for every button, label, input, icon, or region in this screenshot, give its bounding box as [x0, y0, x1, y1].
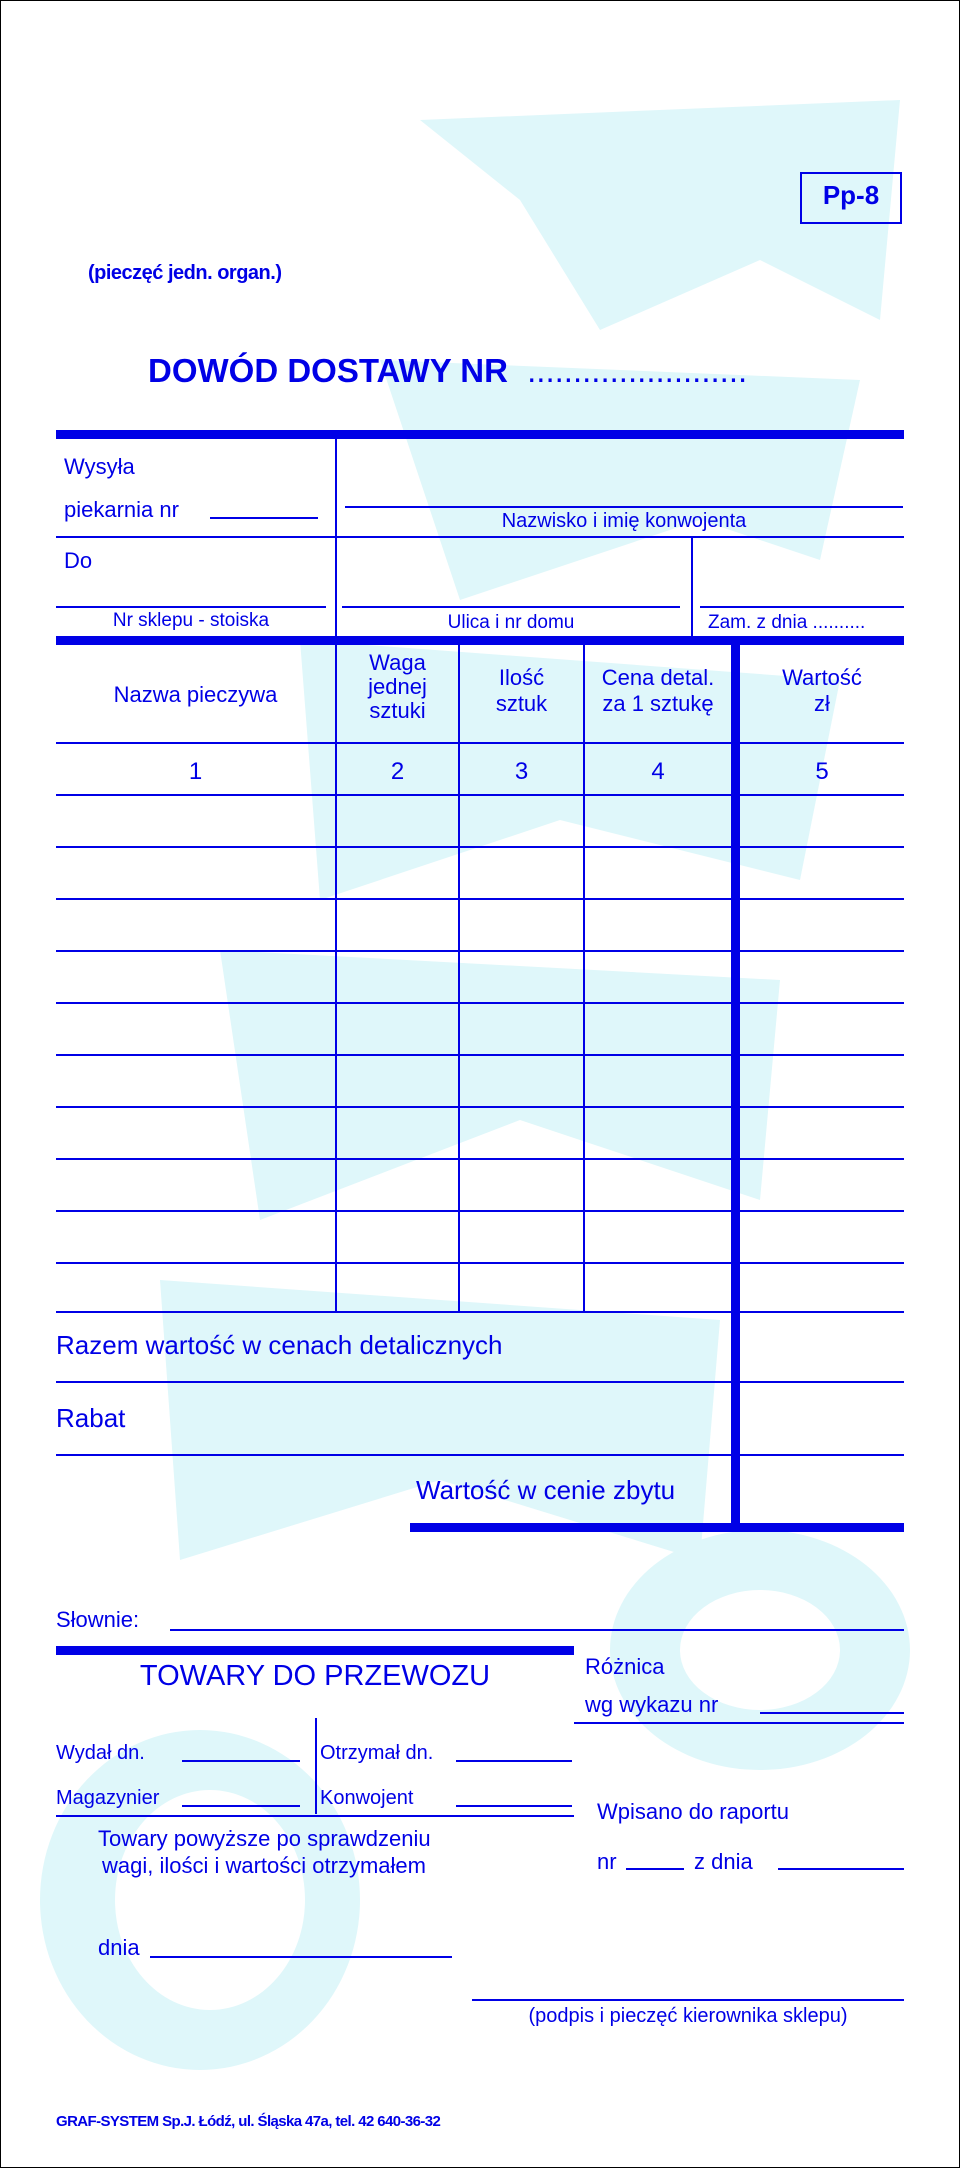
table-row[interactable] [56, 794, 904, 796]
th-ilosc-2: sztuk [495, 691, 548, 716]
ulica-line[interactable] [342, 606, 680, 608]
label-wpisano: Wpisano do raportu [597, 1799, 789, 1824]
nr-line[interactable] [626, 1868, 684, 1870]
rule-towary-mid [315, 1718, 317, 1814]
th-wartosc-2: zł [814, 691, 830, 716]
otrzymal-line[interactable] [456, 1760, 572, 1762]
table-row[interactable] [56, 950, 904, 952]
th-ilosc-1: Ilość [498, 665, 545, 690]
label-nr: nr [597, 1849, 617, 1874]
col-num-1: 1 [188, 758, 203, 785]
label-z-dnia: z dnia [694, 1849, 753, 1874]
label-nazwisko: Nazwisko i imię konwojenta [501, 510, 747, 532]
label-dnia: dnia [98, 1935, 140, 1960]
rule-table-top [56, 636, 904, 645]
sklep-line[interactable] [56, 606, 326, 608]
konwojent-sign-line[interactable] [456, 1805, 572, 1807]
magazynier-line[interactable] [182, 1805, 300, 1807]
summary-rabat: Rabat [56, 1403, 126, 1433]
table-row[interactable] [56, 1002, 904, 1004]
label-piekarnia: piekarnia nr [64, 497, 179, 522]
label-otrzymal: Otrzymał dn. [320, 1742, 434, 1764]
th-ilosc [460, 665, 583, 717]
label-wysyla: Wysyła [64, 454, 135, 479]
col-num-4: 4 [651, 758, 665, 785]
label-slownie: Słownie: [56, 1607, 140, 1632]
rule-top [56, 430, 904, 439]
col-line-2 [335, 645, 337, 1313]
wydal-line[interactable] [182, 1760, 300, 1762]
podpis-line[interactable] [472, 1999, 904, 2001]
label-magazynier: Magazynier [56, 1787, 160, 1809]
col-line-3 [458, 645, 460, 1313]
table-row[interactable] [56, 1262, 904, 1264]
slownie-line[interactable] [170, 1629, 904, 1631]
col-line-5-thick [731, 645, 740, 1527]
label-zam: Zam. z dnia .......... [708, 612, 866, 633]
th-cena [585, 665, 731, 717]
stamp-note: (pieczęć jedn. organ.) [88, 262, 282, 284]
summary-razem: Razem wartość w cenach detalicznych [56, 1330, 503, 1360]
wykaz-line[interactable] [760, 1712, 904, 1714]
label-do: Do [64, 548, 93, 573]
table-row[interactable] [56, 1106, 904, 1108]
dnia-line[interactable] [150, 1956, 452, 1958]
th-cena-1: Cena detal. [601, 665, 715, 690]
th-nazwa: Nazwa pieczywa [113, 682, 278, 707]
rule-header-bottom [56, 742, 904, 744]
summary-zbyt: Wartość w cenie zbytu [416, 1475, 676, 1505]
rule-wysyla-bottom [56, 536, 904, 538]
rule-zbyt-bottom [410, 1523, 904, 1532]
table-row[interactable] [56, 1210, 904, 1212]
rule-rabat-bottom [56, 1454, 904, 1456]
sprawdzenie-line-2: wagi, ilości i wartości otrzymałem [102, 1853, 426, 1878]
label-wydal: Wydał dn. [56, 1742, 145, 1764]
label-wykaz: wg wykazu nr [585, 1692, 719, 1717]
podpis-label: (podpis i pieczęć kierownika sklepu) [528, 2005, 848, 2027]
rule-towary-bottom [56, 1815, 574, 1817]
rule-towary-top [56, 1646, 574, 1655]
col-num-3: 3 [514, 758, 529, 785]
th-waga-2: jednej [368, 674, 427, 699]
label-nr-sklepu: Nr sklepu - stoiska [112, 610, 270, 631]
label-ulica: Ulica i nr domu [447, 612, 575, 633]
th-cena-2: za 1 sztukę [602, 691, 714, 716]
th-waga-1: Waga [369, 650, 426, 675]
page-title-text: DOWÓD DOSTAWY NR [148, 352, 508, 389]
col-line-4 [583, 645, 585, 1313]
col-num-2: 2 [390, 758, 405, 785]
towary-title: TOWARY DO PRZEWOZU [139, 1660, 491, 1692]
piekarnia-line[interactable] [210, 517, 318, 519]
table-row[interactable] [56, 898, 904, 900]
konwojent-line[interactable] [345, 506, 903, 508]
th-waga [337, 651, 458, 723]
label-roznica: Różnica [585, 1654, 665, 1679]
col-num-5: 5 [815, 758, 829, 785]
page-title [148, 352, 747, 390]
th-waga-3: sztuki [369, 698, 426, 723]
rule-roznica-bottom [574, 1722, 904, 1724]
table-row[interactable] [56, 1311, 904, 1313]
zam-line[interactable] [700, 606, 904, 608]
z-dnia-line[interactable] [778, 1868, 904, 1870]
label-konwojent: Konwojent [320, 1787, 414, 1809]
form-code: Pp-8 [822, 180, 880, 210]
th-wartosc [740, 665, 904, 717]
table-row[interactable] [56, 1158, 904, 1160]
title-number-field[interactable]: ........................ [527, 352, 748, 389]
footer-publisher: GRAF-SYSTEM Sp.J. Łódź, ul. Śląska 47a, tel. 42 640-36-32 [56, 2113, 441, 2130]
rule-razem-bottom [56, 1381, 904, 1383]
rule-header-zam [691, 537, 693, 639]
th-wartosc-1: Wartość [782, 665, 862, 690]
rule-header-mid [335, 439, 337, 639]
sprawdzenie-line-1: Towary powyższe po sprawdzeniu [98, 1826, 431, 1851]
table-row[interactable] [56, 1054, 904, 1056]
table-row[interactable] [56, 846, 904, 848]
